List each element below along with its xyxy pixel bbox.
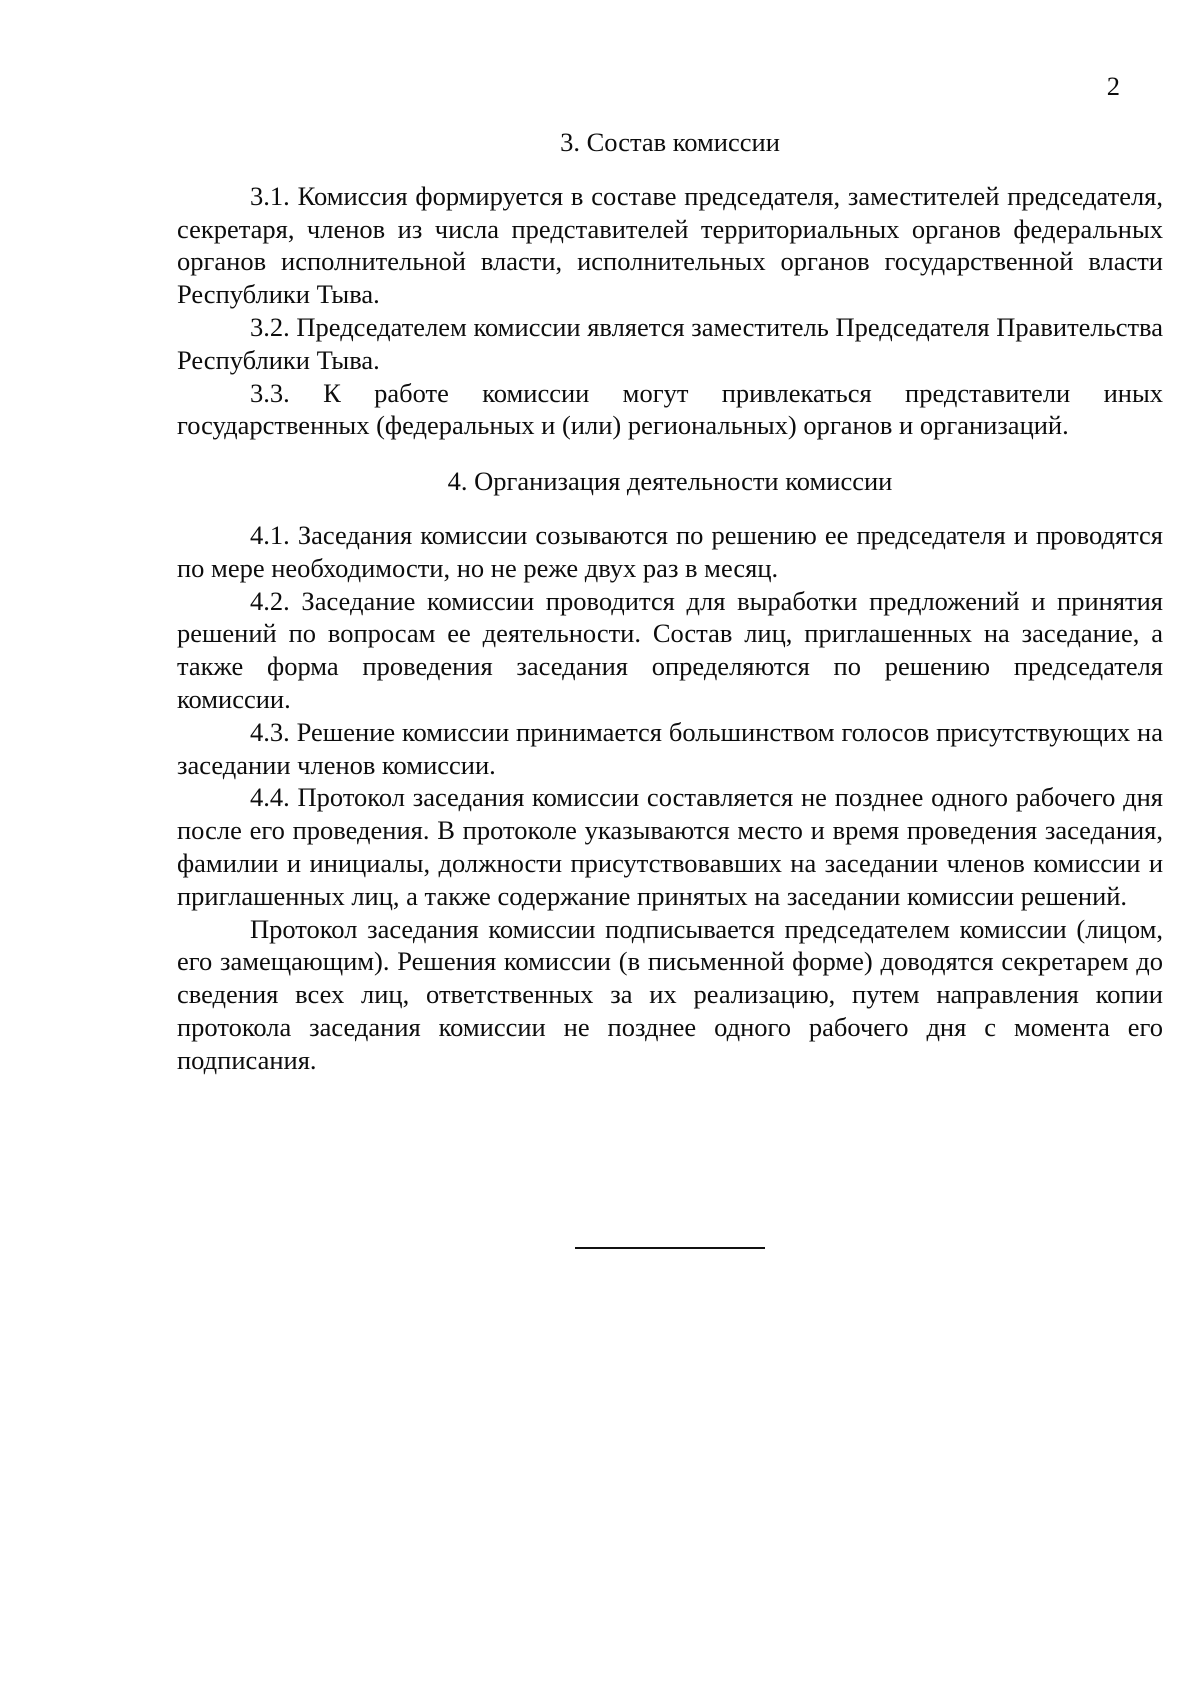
clause-4-4: 4.4. Протокол заседания комиссии составляется не позднее одного рабочего дня после его проведения. В протоколе указываются место и время проведения заседания, фамилии и инициалы, должности присутствовавших на заседании членов комиссии и приглашенных лиц, а также содержание принятых на заседании комиссии решений. [177, 782, 1163, 911]
section-heading: 3. Состав комиссии [560, 127, 780, 157]
page-number: 2 [1106, 71, 1120, 101]
clause-protocol-signing: Протокол заседания комиссии подписывается председателем комиссии (лицом, его замещающим). Решения комиссии (в письменной форме) доводятся секретарем до сведения всех лиц, ответственных за их реализацию, путем направления копии протокола заседания комиссии не позднее одного рабочего дня с момента его подписания. [177, 913, 1163, 1075]
end-divider-line [575, 1247, 765, 1249]
document-body [177, 126, 1163, 1077]
section-heading: 4. Организация деятельности комиссии [447, 466, 893, 497]
clause-4-2: 4.2. Заседание комиссии проводится для выработки предложений и принятия решений по вопросам ее деятельности. Состав лиц, приглашенных на заседание, а также форма проведения заседания определяются по решению председателя комиссии. [177, 585, 1163, 714]
clause-4-3: 4.3. Решение комиссии принимается большинством голосов присутствующих на заседании членов комиссии. [177, 716, 1163, 780]
clause-4-1: 4.1. Заседания комиссии созываются по решению ее председателя и проводятся по мере необходимости, но не реже двух раз в месяц. [177, 519, 1163, 583]
section-4-organization [177, 465, 1163, 1076]
clause-3-3: 3.3. К работе комиссии могут привлекаться представители иных государственных (федеральных и (или) региональных) органов и организаций. [177, 377, 1163, 441]
section-3-composition [177, 126, 1163, 442]
clause-3-2: 3.2. Председателем комиссии является заместитель Председателя Правительства Республики Тыва. [177, 311, 1163, 375]
clause-3-1: 3.1. Комиссия формируется в составе председателя, заместителей председателя, секретаря, членов из числа представителей территориальных органов федеральных органов исполнительной власти, исполнительных органов государственной власти Республики Тыва. [177, 180, 1163, 310]
